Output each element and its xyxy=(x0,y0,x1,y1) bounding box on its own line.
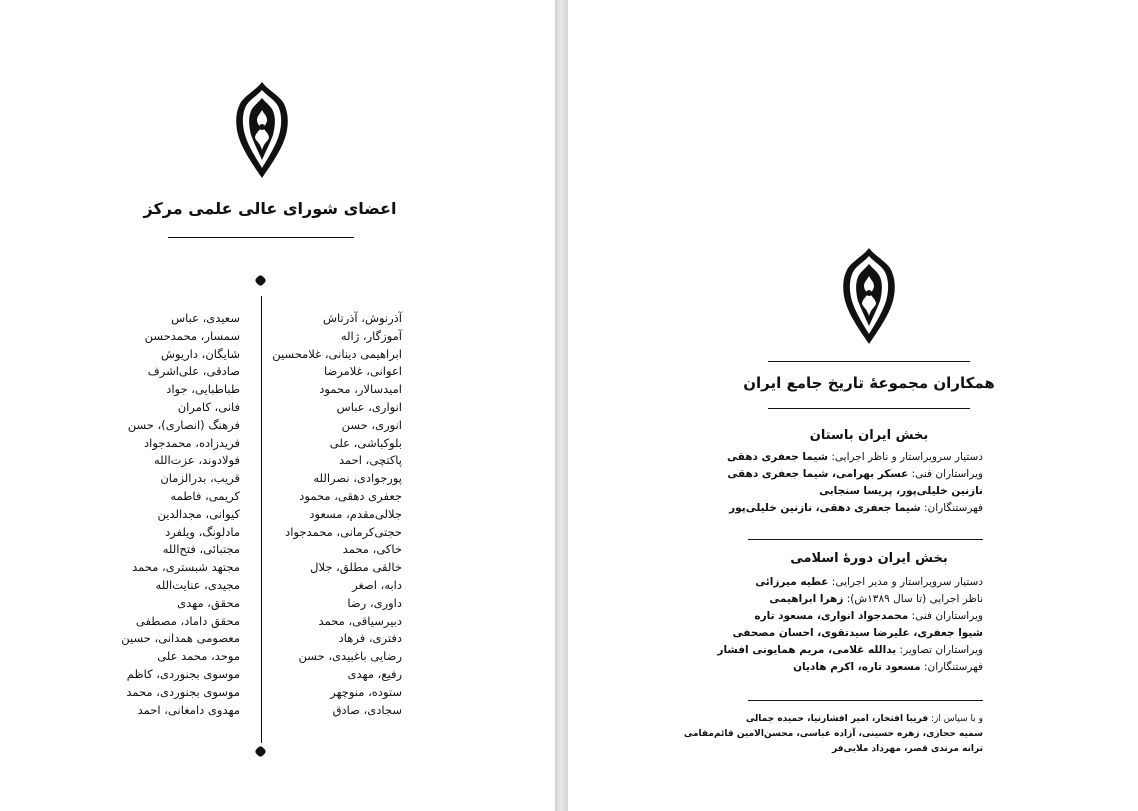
page-title: همکاران مجموعهٔ تاریخ جامع ایران xyxy=(743,374,995,392)
list-item: رضایی باغبیدی، حسن xyxy=(298,649,402,664)
list-item: محقق، مهدی xyxy=(177,595,240,610)
list-item: مجیدی، عنایت‌الله xyxy=(155,577,240,592)
left-page xyxy=(0,0,555,811)
list-item: پاکتچی، احمد xyxy=(338,453,402,468)
list-item: محقق داماد، مصطفی xyxy=(135,613,240,628)
list-item: ستوده، منوچهر xyxy=(330,684,402,699)
list-item: موسوی بجنوردی، کاظم xyxy=(126,666,240,681)
list-item: بلوکباشی، علی xyxy=(329,435,402,450)
list-item: دابه، اصغر xyxy=(352,577,402,592)
list-item: موحد، محمد علی xyxy=(157,649,240,664)
list-item: صادقی، علی‌اشرف xyxy=(147,364,240,379)
right-page xyxy=(568,0,1138,811)
diamond-ornament-icon xyxy=(254,745,267,758)
list-item: فولادوند، عزت‌الله xyxy=(154,453,240,468)
list-item: مادلونگ، ویلفرد xyxy=(165,524,240,539)
credit-line: نازنین خلیلی‌پور، پریسا سنجابی xyxy=(819,485,983,497)
credit-line: فهرستنگاران: شیما جعفری دهقی، نازنین خلیلی‌پور xyxy=(729,502,983,514)
list-item: رفیع، مهدی xyxy=(347,666,402,681)
credit-line: فهرستنگاران: مسعود تاره، اکرم هادیان xyxy=(793,661,983,673)
list-item: کریمی، فاطمه xyxy=(170,488,240,503)
column-divider xyxy=(261,296,262,743)
acknowledgement-line: ترانه مرندی قصر، مهرداد ملایی‌فر xyxy=(831,744,983,754)
list-item: فرهنگ (انصاری)، حسن xyxy=(127,417,240,432)
list-item: مجتبائی، فتح‌الله xyxy=(162,542,240,557)
list-item: ابراهیمی دینانی، غلامحسین xyxy=(272,346,402,361)
list-item: انوری، حسن xyxy=(341,417,402,432)
list-item: پورجوادی، نصرالله xyxy=(313,471,402,486)
ornamental-medallion-icon xyxy=(233,80,291,180)
section-rule xyxy=(748,700,983,701)
credit-line: ناظر اجرایی (تا سال ۱۳۸۹ش): زهرا ابراهیمی xyxy=(769,593,983,605)
credit-line: ویراستاران فنی: عسکر بهرامی، شیما جعفری دهقی xyxy=(727,468,983,480)
list-item: جلالی‌مقدم، مسعود xyxy=(309,506,402,521)
list-item: خاکی، محمد xyxy=(342,542,402,557)
members-column-left xyxy=(100,310,240,719)
page-title: اعضای شورای عالی علمی مرکز xyxy=(143,199,397,218)
list-item: خالقی مطلق، جلال xyxy=(310,560,402,575)
title-rule-bottom xyxy=(768,408,970,409)
credit-line: دستیار سرویراستار و مدیر اجرایی: عطیه میرزائی xyxy=(755,576,983,588)
credit-line: ویراستاران تصاویر: یدالله غلامی، مریم همایونی افشار xyxy=(717,644,983,656)
section-rule xyxy=(748,539,983,540)
list-item: فانی، کامران xyxy=(177,399,240,414)
list-item: داوری، رضا xyxy=(347,595,402,610)
list-item: اعوانی، غلامرضا xyxy=(324,364,402,379)
list-item: مجتهد شبستری، محمد xyxy=(132,560,240,575)
title-rule-top xyxy=(768,361,970,362)
diamond-ornament-icon xyxy=(254,274,267,287)
list-item: سمسار، محمدحسن xyxy=(144,328,240,343)
acknowledgement-line: و با سپاس از: فریبا افتخار، امیر افشارنیا، حمیده جمالی xyxy=(745,714,983,724)
credit-line: ویراستاران فنی: محمدجواد انواری، مسعود تاره xyxy=(754,610,983,622)
list-item: مهدوی دامغانی، احمد xyxy=(137,702,240,717)
list-item: موسوی بجنوردی، محمد xyxy=(126,684,240,699)
list-item: شایگان، داریوش xyxy=(160,346,240,361)
list-item: دفتری، فرهاد xyxy=(338,631,402,646)
list-item: سجادی، صادق xyxy=(332,702,402,717)
list-item: جعفری دهقی، محمود xyxy=(299,488,402,503)
list-item: کیوانی، مجدالدین xyxy=(157,506,240,521)
list-item: حجتی‌کرمانی، محمدجواد xyxy=(285,524,402,539)
list-item: انواری، عباس xyxy=(336,399,402,414)
list-item: آموزگار، ژاله xyxy=(340,328,402,343)
members-column-right xyxy=(272,310,402,719)
list-item: قریب، بدرالزمان xyxy=(160,471,240,486)
book-spine xyxy=(555,0,568,811)
list-item: معصومی همدانی، حسین xyxy=(121,631,240,646)
list-item: امیدسالار، محمود xyxy=(319,382,402,397)
list-item: آذرنوش، آذرتاش xyxy=(322,311,402,325)
credit-line: دستیار سرویراستار و ناظر اجرایی: شیما جعفری دهقی xyxy=(727,451,983,463)
section-heading-ancient: بخش ایران باستان xyxy=(809,428,929,443)
list-item: طباطبایی، جواد xyxy=(166,382,240,397)
list-item: دبیرسیاقی، محمد xyxy=(318,613,402,628)
acknowledgement-line: سمیه حجازی، زهره حسینی، آزاده عباسی، محسن‌الامین قائم‌مقامی xyxy=(683,729,983,739)
list-item: سعیدی، عباس xyxy=(171,311,240,325)
title-rule xyxy=(168,237,354,238)
section-heading-islamic: بخش ایران دورهٔ اسلامی xyxy=(790,551,948,566)
list-item: فریدزاده، محمدجواد xyxy=(144,435,240,450)
ornamental-medallion-icon xyxy=(840,246,898,346)
credit-line: شیوا جعفری، علیرضا سیدتقوی، احسان مصحفی xyxy=(732,627,983,639)
